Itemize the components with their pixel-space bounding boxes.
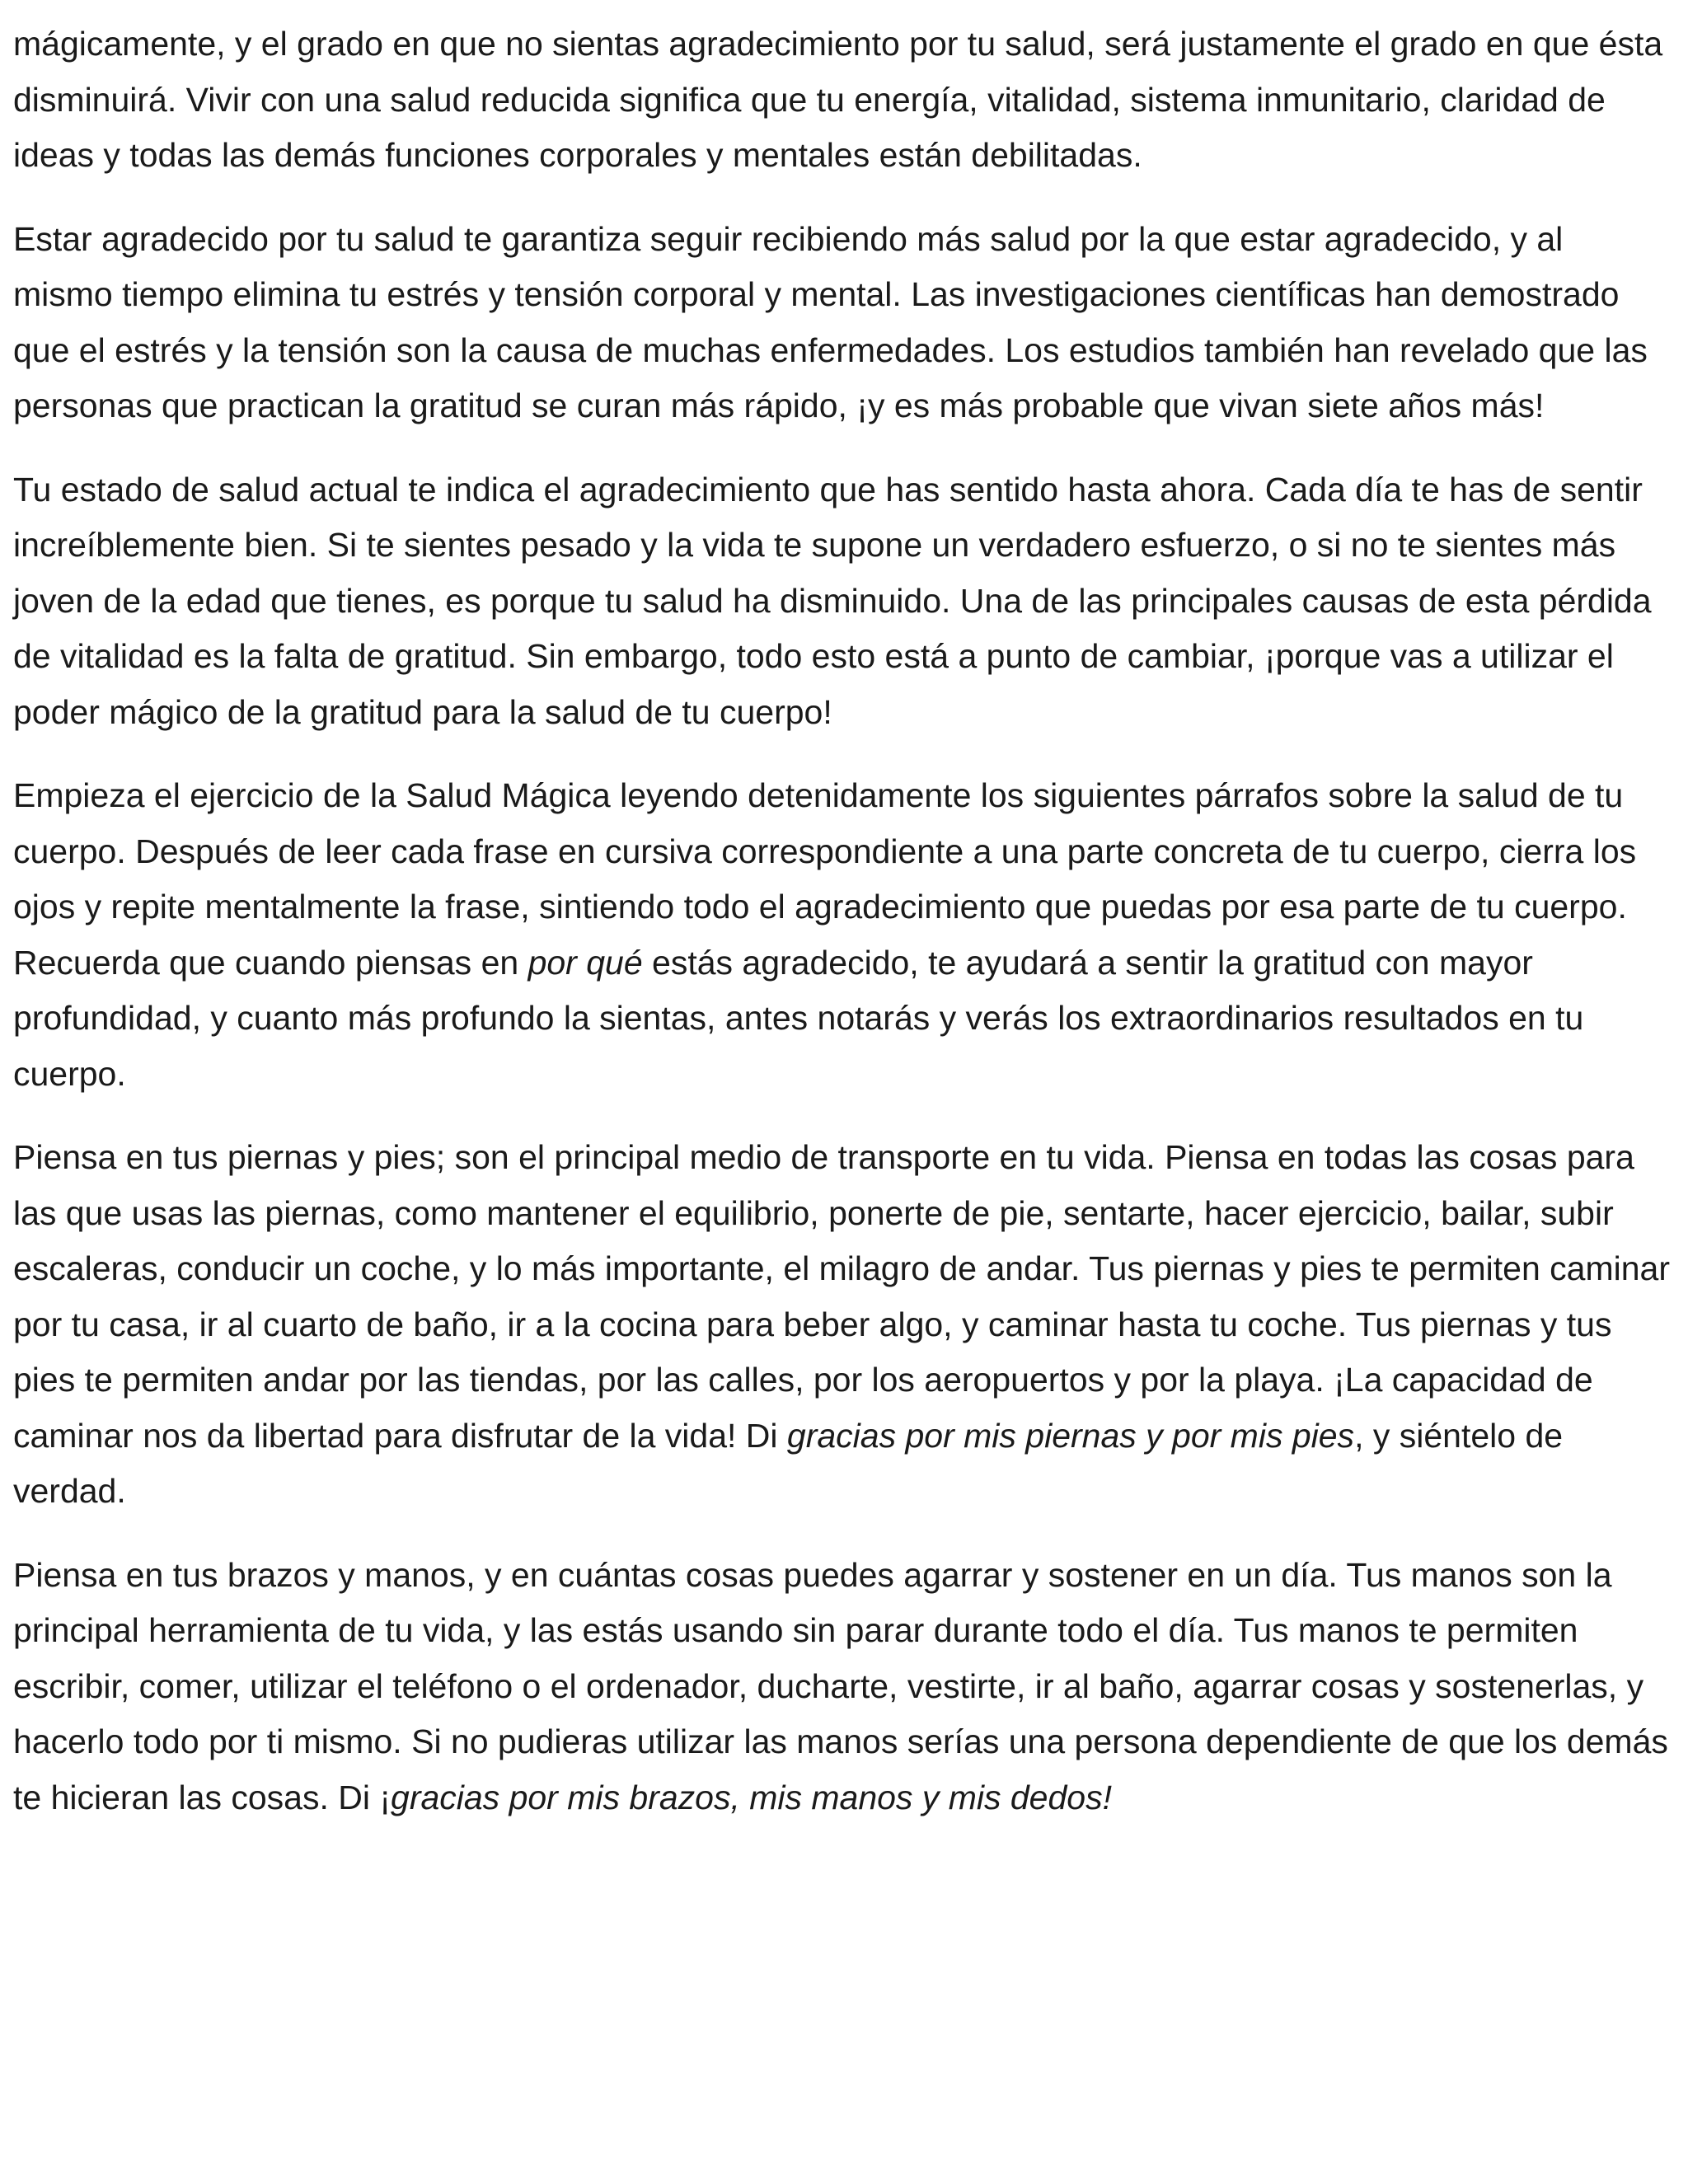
text-segment: Empieza el ejercicio de la Salud Mágica leyendo detenidamente los siguientes párrafos sobre la salud de tu cuerpo. Después de leer cada frase en cursiva correspondiente a una parte concreta de tu cuerpo, cierra los ojos y repite mentalmente la frase, sintiendo todo el agradecimiento que puedas por esa parte de tu cuerpo. Recuerda que cuando piensas en: [13, 776, 1637, 982]
paragraph-magic-health: [13, 16, 1670, 184]
text-segment: estás agradecido, te ayudará a sentir la gratitud con mayor profundidad, y cuanto más profundo la sientas, antes notarás y verás los extraordinarios resultados en tu cuerpo.: [13, 943, 1584, 1093]
document-page: [13, 16, 1670, 1854]
paragraph-current-health: [13, 462, 1670, 741]
paragraph-gratitude-stress: [13, 212, 1670, 434]
text-segment: Piensa en tus piernas y pies; son el principal medio de transporte en tu vida. Piensa en todas las cosas para las que usas las piernas, como mantener el equilibrio, ponerte de pie, sentarte, hacer ejercicio, bailar, subir escaleras, conducir un coche, y lo más importante, el milagro de andar. Tus piernas y pies te permiten caminar por tu casa, ir al cuarto de baño, ir a la cocina para beber algo, y caminar hasta tu coche. Tus piernas y tus pies te permiten andar por las tiendas, por las calles, por los aeropuertos y por la playa. ¡La capacidad de caminar nos da libertad para disfrutar de la vida! Di: [13, 1138, 1670, 1455]
paragraph-arms-hands: [13, 1548, 1670, 1826]
text-segment: mágicamente, y el grado en que no sientas agradecimiento por tu salud, será justamente el grado en que ésta disminuirá. Vivir con una salud reducida significa que tu energía, vitalidad, sistema inmunitario, claridad de ideas y todas las demás funciones corporales y mentales están debilitadas.: [13, 25, 1663, 174]
text-segment: , y siéntelo de verdad.: [13, 1416, 1564, 1510]
italic-text-segment: gracias por mis brazos, mis manos y mis dedos!: [391, 1778, 1112, 1816]
text-segment: Estar agradecido por tu salud te garantiza seguir recibiendo más salud por la que estar agradecido, y al mismo tiempo elimina tu estrés y tensión corporal y mental. Las investigaciones científicas han demostrado que el estrés y la tensión son la causa de muchas enfermedades. Los estudios también han revelado que las personas que practican la gratitud se curan más rápido, ¡y es más probable que vivan siete años más!: [13, 219, 1648, 424]
italic-text-segment: por qué: [528, 943, 643, 982]
paragraph-legs-feet: [13, 1130, 1670, 1520]
paragraph-exercise-instructions: [13, 768, 1670, 1102]
italic-text-segment: gracias por mis piernas y por mis pies: [786, 1416, 1355, 1455]
text-segment: Tu estado de salud actual te indica el agradecimiento que has sentido hasta ahora. Cada día te has de sentir increíblemente bien. Si te sientes pesado y la vida te supone un verdadero esfuerzo, o si no te sientes más joven de la edad que tienes, es porque tu salud ha disminuido. Una de las principales causas de esta pérdida de vitalidad es la falta de gratitud. Sin embargo, todo esto está a punto de cambiar, ¡porque vas a utilizar el poder mágico de la gratitud para la salud de tu cuerpo!: [13, 470, 1652, 731]
text-segment: Piensa en tus brazos y manos, y en cuántas cosas puedes agarrar y sostener en un día. Tus manos son la principal herramienta de tu vida, y las estás usando sin parar durante todo el día. Tus manos te permiten escribir, comer, utilizar el teléfono o el ordenador, ducharte, vestirte, ir al baño, agarrar cosas y sostenerlas, y hacerlo todo por ti mismo. Si no pudieras utilizar las manos serías una persona dependiente de que los demás te hicieran las cosas. Di ¡: [13, 1555, 1668, 1816]
